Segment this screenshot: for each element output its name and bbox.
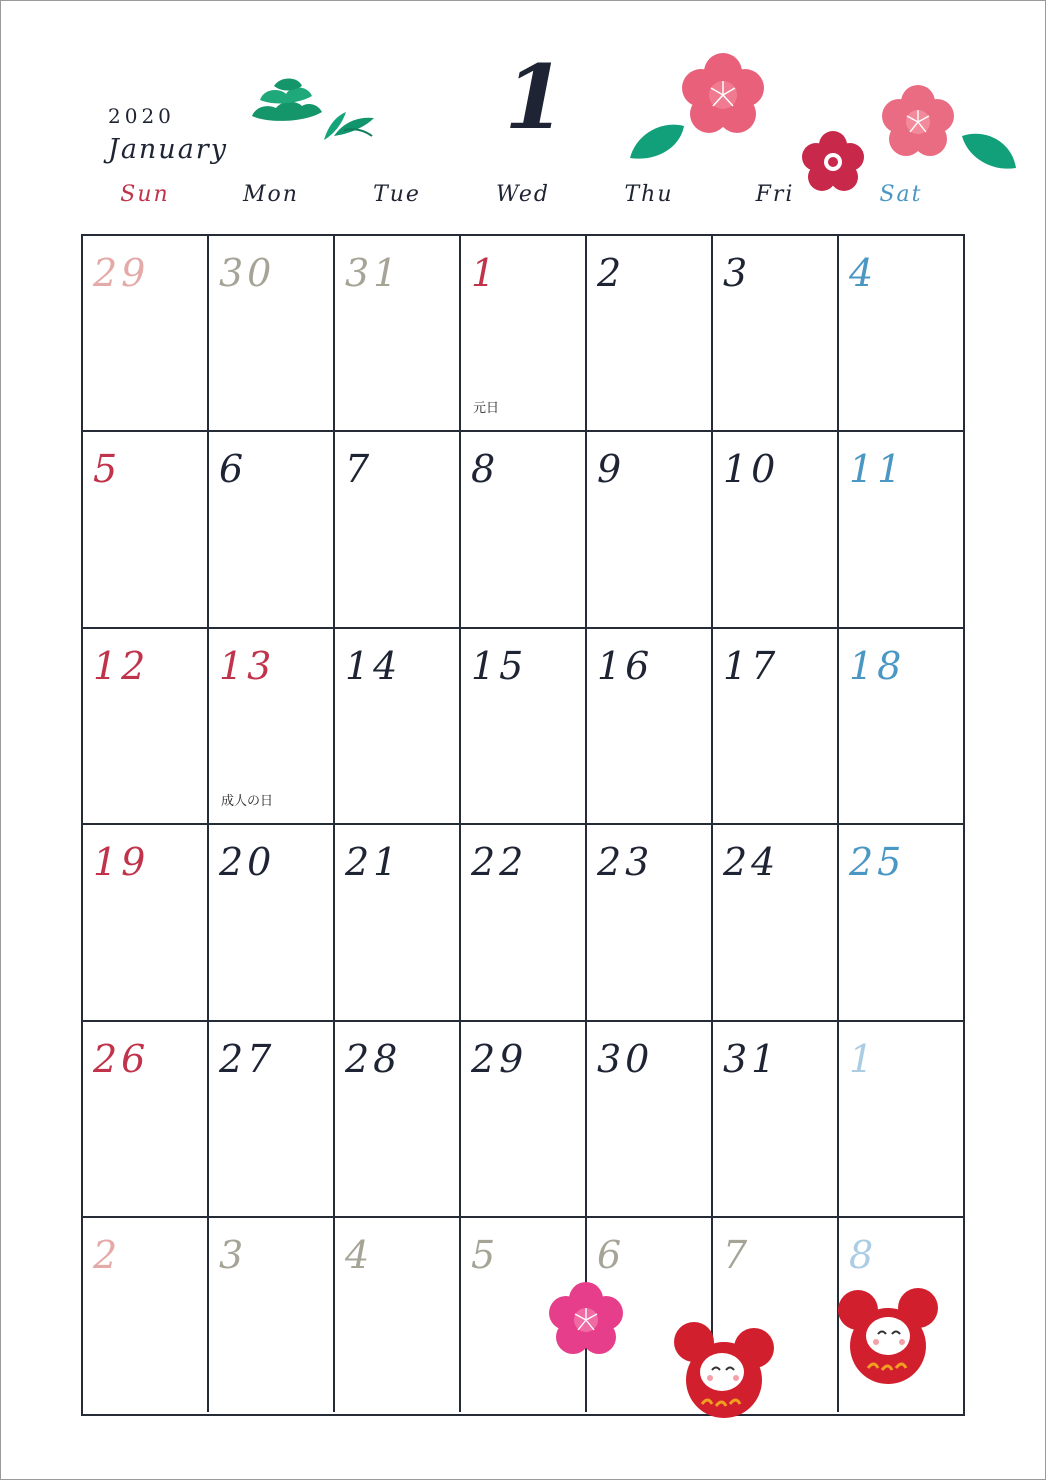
day-number: 25 [849, 840, 906, 885]
day-number: 22 [471, 840, 528, 885]
day-number: 29 [471, 1036, 528, 1081]
weekday-header [82, 182, 964, 218]
day-cell [587, 236, 713, 432]
plum-blossom-icon [880, 84, 956, 160]
plum-blossom-icon [546, 1280, 626, 1360]
day-cell [335, 1022, 461, 1218]
day-cell [713, 432, 839, 628]
day-cell [83, 432, 209, 628]
day-number: 30 [219, 251, 276, 295]
weekday-mon: Mon [243, 182, 299, 207]
day-number: 30 [597, 1036, 654, 1081]
green-leaf-icon [626, 118, 688, 162]
day-number: 31 [723, 1036, 780, 1081]
day-number: 1 [849, 1036, 878, 1081]
day-cell [209, 432, 335, 628]
weekday-thu: Thu [624, 182, 674, 207]
day-number: 2 [93, 1233, 122, 1277]
weekday-sun: Sun [120, 182, 170, 207]
day-number: 31 [345, 251, 402, 295]
day-cell [209, 236, 335, 432]
day-number: 9 [597, 447, 626, 492]
day-cell [461, 432, 587, 628]
day-number: 6 [219, 447, 248, 492]
day-cell [587, 825, 713, 1021]
day-cell [839, 825, 963, 1021]
day-number: 27 [219, 1036, 276, 1081]
day-cell [713, 1022, 839, 1218]
day-number: 19 [93, 840, 150, 885]
day-cell [461, 1022, 587, 1218]
day-cell [335, 1218, 461, 1412]
day-number: 3 [723, 251, 752, 295]
day-number: 20 [219, 840, 276, 885]
day-cell [83, 825, 209, 1021]
calendar-month-name: January [108, 134, 228, 165]
day-number: 21 [345, 840, 402, 885]
day-cell [461, 629, 587, 825]
day-cell [461, 825, 587, 1021]
day-number: 14 [345, 643, 402, 688]
day-number: 11 [849, 447, 906, 492]
day-cell [587, 432, 713, 628]
day-number: 28 [345, 1036, 402, 1081]
holiday-label: 元日 [473, 401, 500, 417]
day-number: 5 [93, 447, 122, 492]
day-number: 26 [93, 1036, 150, 1081]
day-cell [713, 629, 839, 825]
day-number: 12 [93, 643, 150, 688]
day-number: 7 [345, 447, 374, 492]
mouse-daruma-icon [836, 1286, 940, 1390]
day-cell [83, 1218, 209, 1412]
day-number: 24 [723, 840, 780, 885]
day-cell [839, 629, 963, 825]
day-cell [839, 236, 963, 432]
plum-blossom-icon [680, 52, 766, 138]
day-number: 3 [219, 1233, 248, 1277]
day-cell [335, 629, 461, 825]
day-cell [461, 236, 587, 432]
bamboo-leaf-icon [320, 106, 378, 144]
day-number: 6 [597, 1233, 626, 1277]
day-cell [587, 629, 713, 825]
day-number: 29 [93, 251, 150, 295]
day-number: 17 [723, 643, 780, 688]
day-cell [839, 432, 963, 628]
calendar-month-number: 1 [504, 45, 566, 149]
day-number: 4 [345, 1233, 374, 1277]
day-cell [713, 236, 839, 432]
day-number: 15 [471, 643, 528, 688]
weekday-fri: Fri [755, 182, 795, 207]
mouse-daruma-icon [672, 1318, 776, 1422]
day-cell [335, 236, 461, 432]
day-number: 13 [219, 643, 276, 688]
day-number: 8 [471, 447, 500, 492]
day-number: 23 [597, 840, 654, 885]
weekday-tue: Tue [373, 182, 421, 207]
day-number: 8 [849, 1233, 878, 1277]
calendar-grid [81, 234, 965, 1416]
calendar-year: 2020 [108, 104, 175, 128]
day-number: 16 [597, 643, 654, 688]
day-cell [209, 1022, 335, 1218]
day-cell [83, 629, 209, 825]
day-cell [335, 432, 461, 628]
day-cell [209, 629, 335, 825]
day-number: 1 [471, 251, 500, 295]
day-number: 10 [723, 447, 780, 492]
green-leaf-icon [958, 128, 1020, 172]
weekday-sat: Sat [879, 182, 923, 207]
holiday-label: 成人の日 [221, 794, 274, 810]
day-number: 4 [849, 251, 878, 295]
day-number: 7 [723, 1233, 752, 1277]
weekday-wed: Wed [496, 182, 550, 207]
day-number: 2 [597, 251, 626, 295]
day-cell [839, 1022, 963, 1218]
day-cell [209, 1218, 335, 1412]
day-number: 18 [849, 643, 906, 688]
day-cell [83, 236, 209, 432]
day-cell [209, 825, 335, 1021]
day-cell [587, 1022, 713, 1218]
day-cell [335, 825, 461, 1021]
day-cell [713, 825, 839, 1021]
day-number: 5 [471, 1233, 500, 1277]
day-cell [83, 1022, 209, 1218]
